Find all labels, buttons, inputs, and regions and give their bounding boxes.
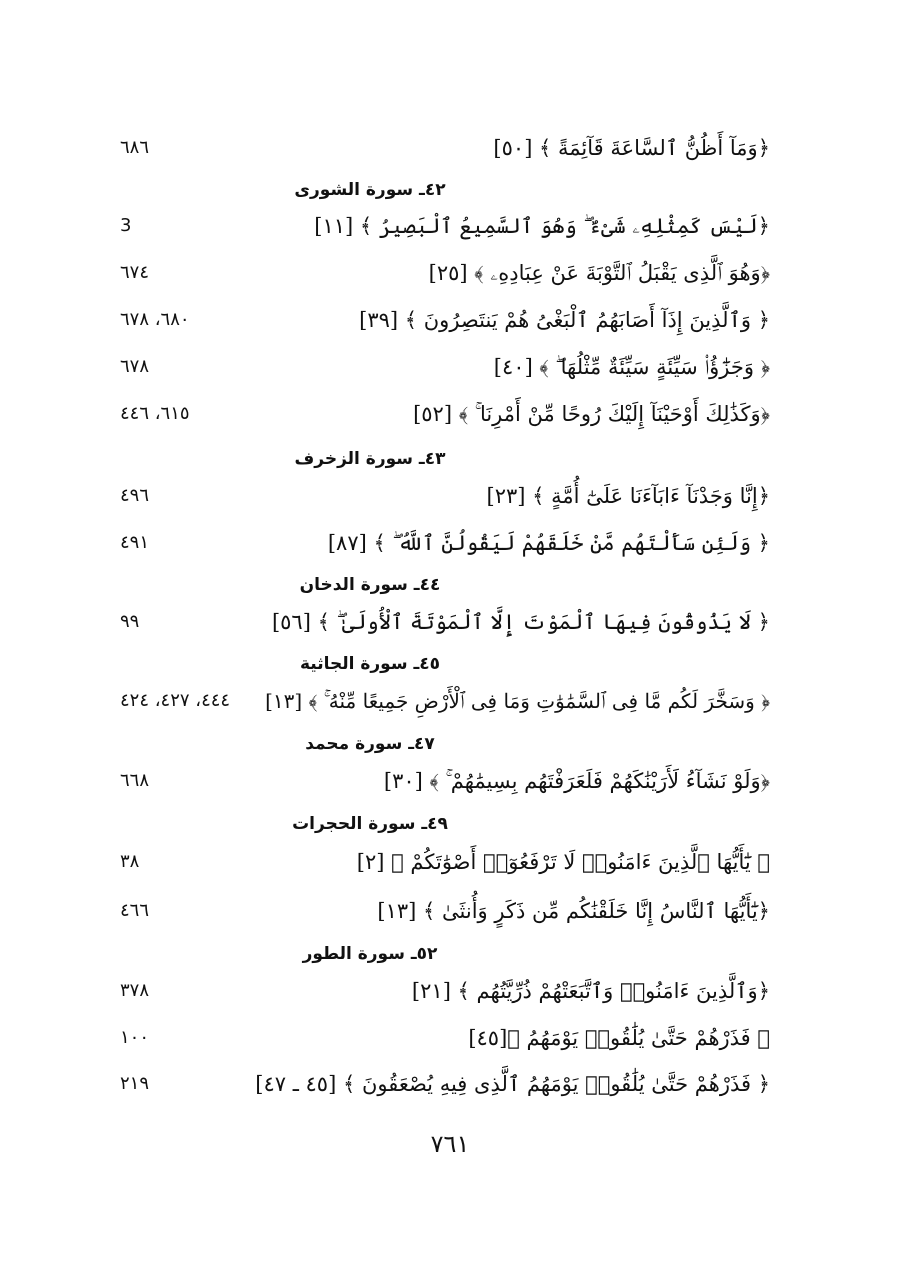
index-entry xyxy=(120,761,770,801)
verse-text: ﴿ وَلَئِن سَأَلْتَهُم مَّنْ خَلَقَهُمْ لَيَقُولُنَّ ٱللَّهُ ۖ ﴾ [٨٧] xyxy=(327,531,770,555)
verse-text: ﴿ فَذَرْهُمْ حَتَّىٰ يُلَٰقُوا۟ يَوْمَهُمُ ٱلَّذِى فِيهِ يُصْعَقُونَ ﴾ [٤٥ ـ ٤٧] xyxy=(255,1072,770,1096)
page-references: 3 xyxy=(120,215,132,236)
index-entry xyxy=(120,206,770,246)
index-entry xyxy=(120,347,770,387)
index-entry xyxy=(120,476,770,516)
index-entry xyxy=(120,842,770,882)
page-references: ٤٤٤، ٤٢٧، ٤٢٤ xyxy=(120,690,231,711)
index-entry xyxy=(120,253,770,293)
index-entry xyxy=(120,523,770,563)
page-references: ٣٨ xyxy=(120,851,140,872)
verse-text: ﴿لَيْسَ كَمِثْلِهِۦ شَىْءٌ ۖ وَهُوَ ٱلسَّمِيعُ ٱلْبَصِيرُ ﴾ [١١] xyxy=(314,214,770,238)
index-entry xyxy=(120,1064,770,1104)
page-references: ٣٧٨ xyxy=(120,980,150,1001)
verse-text: ﴿ لَا يَذُوقُونَ فِيهَا ٱلْمَوْتَ إِلَّا ٱلْمَوْتَةَ ٱلْأُولَىٰ ۖ ﴾ [٥٦] xyxy=(271,610,770,634)
page-references: ٤٩٦ xyxy=(120,485,150,506)
verse-text: ﴿يَٰٓأَيُّهَا ٱلنَّاسُ إِنَّا خَلَقْنَٰكُم مِّن ذَكَرٍ وَأُنثَىٰ ﴾ [١٣] xyxy=(377,899,770,923)
verse-text: ﴿وَمَآ أَظُنُّ ٱلسَّاعَةَ قَآئِمَةً ﴾ [٥٠] xyxy=(493,136,770,160)
page-references: ٦٨٦ xyxy=(120,137,150,158)
page-references: ٩٩ xyxy=(120,611,140,632)
page-references: ٦٨٠، ٦٧٨ xyxy=(120,309,190,330)
page-references: ٦٦٨ xyxy=(120,770,150,791)
verse-text: ﴿وَٱلَّذِينَ ءَامَنُوا۟ وَٱتَّبَعَتْهُمْ ذُرِّيَّتُهُم ﴾ [٢١] xyxy=(411,979,770,1003)
index-entry xyxy=(120,300,770,340)
index-entry xyxy=(120,1018,770,1058)
page-references: ٢١٩ xyxy=(120,1073,150,1094)
page-number: ٧٦١ xyxy=(430,1130,470,1158)
verse-text: ﴿ وَسَخَّرَ لَكُم مَّا فِى ٱلسَّمَٰوَٰتِ وَمَا فِى ٱلْأَرْضِ جَمِيعًا مِّنْهُ ۚ ﴾ [١٣] xyxy=(265,689,770,713)
surah-heading: ٤٧ـ سورة محمد xyxy=(305,734,435,754)
verse-text: ﴿ يَٰٓأَيُّهَا ٱلَّذِينَ ءَامَنُوا۟ لَا تَرْفَعُوٓا۟ أَصْوَٰتَكُمْ ﴾ [٢] xyxy=(356,850,770,874)
page-references: ٤٩١ xyxy=(120,532,150,553)
verse-text: ﴿وَكَذَٰلِكَ أَوْحَيْنَآ إِلَيْكَ رُوحًا مِّنْ أَمْرِنَا ۚ ﴾ [٥٢] xyxy=(413,402,770,426)
index-entry xyxy=(120,891,770,931)
index-entry xyxy=(120,681,770,721)
page-references: ٤٦٦ xyxy=(120,900,150,921)
page-references: ٦٧٨ xyxy=(120,356,150,377)
verse-text: ﴿إِنَّا وَجَدْنَآ ءَابَآءَنَا عَلَىٰٓ أُمَّةٍ ﴾ [٢٣] xyxy=(486,484,770,508)
page-references: ١٠٠ xyxy=(120,1027,150,1048)
page-references: ٦١٥، ٤٤٦ xyxy=(120,403,190,424)
verse-text: ﴿ فَذَرْهُمْ حَتَّىٰ يُلَٰقُوا۟ يَوْمَهُمُ ﴾[٤٥] xyxy=(468,1026,770,1050)
page-references: ٦٧٤ xyxy=(120,262,150,283)
verse-text: ﴿وَلَوْ نَشَآءُ لَأَرَيْنَٰكَهُمْ فَلَعَرَفْتَهُم بِسِيمَٰهُمْ ۚ ﴾ [٣٠] xyxy=(383,769,770,793)
verse-text: ﴿ وَٱلَّذِينَ إِذَآ أَصَابَهُمُ ٱلْبَغْىُ هُمْ يَنتَصِرُونَ ﴾ [٣٩] xyxy=(359,308,770,332)
surah-heading: ٤٩ـ سورة الحجرات xyxy=(292,814,448,834)
verse-text: ﴿وَهُوَ ٱلَّذِى يَقْبَلُ ٱلتَّوْبَةَ عَنْ عِبَادِهِۦ ﴾ [٢٥] xyxy=(428,261,770,285)
index-entry xyxy=(120,602,770,642)
surah-heading: ٤٤ـ سورة الدخان xyxy=(299,575,441,595)
index-entry xyxy=(120,971,770,1011)
surah-heading: ٤٥ـ سورة الجاثية xyxy=(299,654,441,674)
index-entry xyxy=(120,394,770,434)
surah-heading: ٥٢ـ سورة الطور xyxy=(302,944,438,964)
verse-text: ﴿ وَجَزَٰٓؤُا۟ سَيِّئَةٍ سَيِّئَةٌ مِّثْلُهَا ۖ ﴾ [٤٠] xyxy=(493,355,770,379)
surah-heading: ٤٢ـ سورة الشورى xyxy=(294,180,446,200)
index-entry xyxy=(120,128,770,168)
surah-heading: ٤٣ـ سورة الزخرف xyxy=(294,449,446,469)
